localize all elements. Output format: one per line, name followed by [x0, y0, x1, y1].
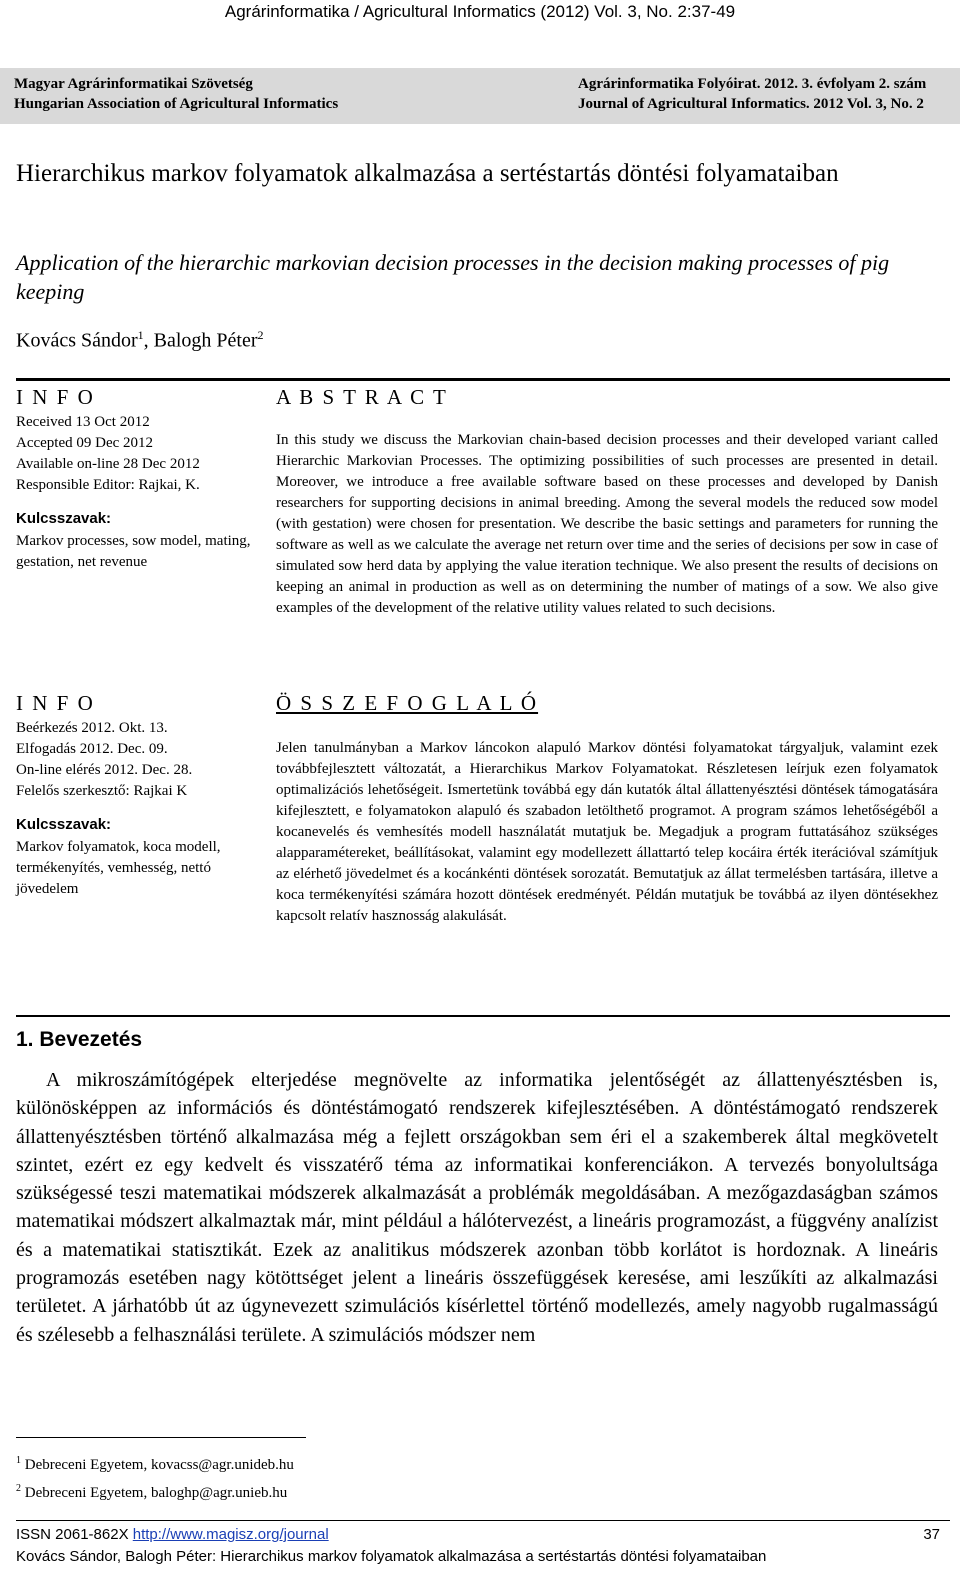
title-hungarian: Hierarchikus markov folyamatok alkalmazása a sertéstartás döntési folyamataiban	[16, 160, 839, 187]
authors	[16, 328, 264, 353]
footer-issn	[16, 1526, 329, 1543]
section-rule	[16, 1015, 950, 1017]
footer-rule	[16, 1520, 950, 1521]
journal-issue-en: Journal of Agricultural Informatics. 2012 Vol. 3, No. 2	[578, 96, 924, 112]
header-rule	[16, 378, 950, 381]
footnote-2-number: 2	[16, 1483, 21, 1494]
journal-link[interactable]: http://www.magisz.org/journal	[132, 1526, 329, 1543]
responsible-editor-hu: Felelős szerkesztő: Rajkai K	[16, 783, 188, 799]
author-1-ref: 1	[137, 328, 144, 342]
footnote-2	[16, 1477, 294, 1505]
running-footer: Kovács Sándor, Balogh Péter: Hierarchikus markov folyamatok alkalmazása a sertéstartás döntési folyamataiban	[16, 1548, 767, 1565]
abstract	[276, 384, 938, 619]
section-body: A mikroszámítógépek elterjedése megnövelte az informatika jelentőségét az állattenyésztésben is, különösképpen az információs és döntéstámogató rendszerek kifejlesztésében. A döntéstámogató rendszerek állattenyésztésben történő alkalmazása még a fejlett országokban sem éri el a szakemberek által megkövetelt szintet, ezért ez egy kedvelt és visszatérő téma az informatikai konferenciákon. A tervezés bonyolultsága szükségessé teszi matematikai módszerek alkalmazását a problémák megoldásában. A mezőgazdaságban számos matematikai módszert alkalmaztak már, mint például a hálótervezést, a lineáris programozást, a függvény analízist és a matematikai statisztikát. Ezek az analitikus módszerek azonban több korlátot is hordoznak. A lineáris programozás esetében nagy kötöttséget jelent a lineáris összefüggések keresése, ami leszűkíti az alkalmazási területet. A járhatóbb út az úgynevezett szimulációs kísérlettel történő modellezés, amely nagyobb rugalmasságú és szélesebb a felhasználási területe. A szimulációs módszer nem	[16, 1069, 938, 1346]
author-1: Kovács Sándor	[16, 329, 138, 352]
info-hungarian	[16, 690, 266, 900]
abstract-heading: A B S T R A C T	[276, 385, 448, 409]
association-en: Hungarian Association of Agricultural Informatics	[14, 96, 339, 112]
info-english	[16, 384, 266, 573]
association-names	[14, 74, 338, 114]
footnote-1-number: 1	[16, 1455, 21, 1466]
footnote-2-text: Debreceni Egyetem, baloghp@agr.unieb.hu	[24, 1485, 288, 1501]
footnotes	[16, 1449, 294, 1505]
page-number: 37	[923, 1526, 940, 1543]
footnote-rule	[16, 1437, 306, 1438]
association-hu: Magyar Agrárinformatikai Szövetség	[14, 76, 253, 92]
keywords: Markov processes, sow model, mating, gestation, net revenue	[16, 533, 251, 570]
journal-header: Agrárinformatika / Agricultural Informatics (2012) Vol. 3, No. 2:37-49	[224, 2, 736, 21]
author-2-ref: 2	[257, 328, 264, 342]
info-heading: I N F O	[16, 385, 95, 409]
section-heading: 1. Bevezetés	[16, 1028, 143, 1051]
accepted-date: Accepted 09 Dec 2012	[16, 435, 154, 451]
received-date-hu: Beérkezés 2012. Okt. 13.	[16, 720, 168, 736]
journal-issue-hu: Agrárinformatika Folyóirat. 2012. 3. évfolyam 2. szám	[578, 76, 927, 92]
keywords-label: Kulcsszavak:	[16, 510, 112, 527]
abstract-text: In this study we discuss the Markovian chain-based decision processes and their developed variant called Hierarchic Markovian Processes. The optimizing possibilities of such processes are presented in detail. Moreover, we introduce a free available software based on these processes and developed by Danish researchers for supporting decisions in animal breeding. Among the several models the reduced sow model (with gestation) were chosen for presentation. We describe the basic settings and parameters for running the software as well as we calculate the average net return over time and the series of decisions per sow in case of simulated sow herd data by applying the value iteration technique. We also present the results of decisions on keeping an animal in production as well as on determining the number of matings of a sow. We also give examples of the development of the relative utility values related to such decisions.	[276, 432, 938, 616]
received-date: Received 13 Oct 2012	[16, 414, 150, 430]
online-date-hu: On-line elérés 2012. Dec. 28.	[16, 762, 193, 778]
osszefoglalo-heading: Ö S S Z E F O G L A L Ó	[276, 691, 539, 715]
journal-issue	[578, 74, 948, 114]
keywords-label-hu: Kulcsszavak:	[16, 816, 112, 833]
osszefoglalo-text: Jelen tanulmányban a Markov láncokon alapuló Markov döntési folyamatokat tárgyaljuk, valamint ezek továbbfejlesztett változatát, a Hierarchikus Markov Folyamatokat. Részletesen leírjuk ezen folyamatok optimalizációs lehetőségeit. Ismertetünk továbbá egy dán kutatók által állattenyésztési döntések támogatására kifejlesztett, e folyamatokon alapuló és szabadon letölthető programot. A program számos lehetőségéből a kocanevelés és vemhesítés modell használatát mutatjuk be. Megadjuk a program futtatásához szükséges alapparamétereket, beállításokat, valamint egy modellezett állattartó telep kocáira érték iterációval számítjuk az elérhető jövedelmet és a kocánkénti döntések sorozatát. Bemutatjuk az állat termelésben tartására, illetve a koca termékenyítési számára hozott döntések eredményét. Példán mutatjuk be továbbá az ilyen döntésekhez kapcsolt relatív hasznosság alakulását.	[276, 740, 938, 924]
keywords-hu: Markov folyamatok, koca modell, termékenyítés, vemhesség, nettó jövedelem	[16, 839, 221, 897]
footnote-1-text: Debreceni Egyetem, kovacss@agr.unideb.hu	[24, 1457, 294, 1473]
info-hu-heading: I N F O	[16, 691, 95, 715]
osszefoglalo	[276, 690, 938, 927]
accepted-date-hu: Elfogadás 2012. Dec. 09.	[16, 741, 168, 757]
title-english: Application of the hierarchic markovian decision processes in the decision making processes of pig keeping	[16, 250, 890, 304]
author-2: Balogh Péter	[153, 329, 258, 352]
footnote-1	[16, 1449, 294, 1477]
online-date: Available on-line 28 Dec 2012	[16, 456, 200, 472]
responsible-editor: Responsible Editor: Rajkai, K.	[16, 477, 200, 493]
author-separator: ,	[143, 329, 154, 352]
issn: ISSN 2061-862X	[16, 1526, 129, 1543]
